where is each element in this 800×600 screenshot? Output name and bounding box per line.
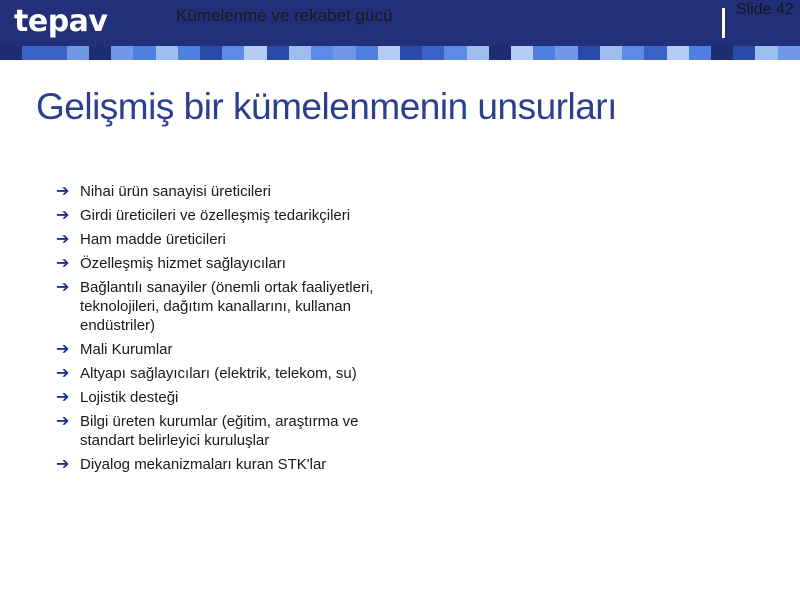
header-bar [0, 0, 800, 46]
bullet-item [56, 230, 386, 249]
stripe-segment [622, 46, 644, 60]
stripe-segment [600, 46, 622, 60]
stripe-segment [555, 46, 577, 60]
stripe-segment [356, 46, 378, 60]
arrow-right-icon: ➔ [56, 365, 70, 382]
bullet-item [56, 206, 386, 225]
stripe-segment [200, 46, 222, 60]
stripe-segment [711, 46, 733, 60]
arrow-right-icon: ➔ [56, 341, 70, 358]
bullet-text: Özelleşmiş hizmet sağlayıcıları [80, 255, 286, 272]
arrow-right-icon: ➔ [56, 456, 70, 473]
stripe-segment [222, 46, 244, 60]
bullet-item [56, 412, 386, 450]
stripe-segment [67, 46, 89, 60]
bullet-text: Lojistik desteği [80, 389, 179, 406]
bullet-text: Bilgi üreten kurumlar (eğitim, araştırma ve standart belirleyici kuruluşlar [80, 413, 359, 449]
stripe-segment [467, 46, 489, 60]
stripe-segment [778, 46, 800, 60]
bullet-item [56, 455, 386, 474]
arrow-right-icon: ➔ [56, 207, 70, 224]
bullet-item [56, 278, 386, 335]
stripe-segment [289, 46, 311, 60]
bullet-text: Ham madde üreticileri [80, 231, 226, 248]
stripe-segment [333, 46, 355, 60]
slide-number: Slide 42 [736, 1, 794, 18]
bullet-item [56, 182, 386, 201]
stripe-segment [156, 46, 178, 60]
bullet-text: Altyapı sağlayıcıları (elektrik, telekom, su) [80, 365, 357, 382]
stripe-segment [489, 46, 511, 60]
stripe-segment [89, 46, 111, 60]
stripe-segment [444, 46, 466, 60]
stripe-segment [689, 46, 711, 60]
arrow-right-icon: ➔ [56, 279, 70, 296]
arrow-right-icon: ➔ [56, 183, 70, 200]
stripe-segment [422, 46, 444, 60]
stripe-segment [133, 46, 155, 60]
bullet-text: Mali Kurumlar [80, 341, 173, 358]
stripe-segment [267, 46, 289, 60]
stripe-segment [44, 46, 66, 60]
header-title: Kümelenme ve rekabet gücü [176, 6, 393, 25]
stripe-segment [111, 46, 133, 60]
bullet-list [56, 182, 386, 479]
stripe-segment [533, 46, 555, 60]
bullet-item [56, 254, 386, 273]
bullet-text: Bağlantılı sanayiler (önemli ortak faaliyetleri, teknolojileri, dağıtım kanallarını, kullanan endüstriler) [80, 279, 374, 334]
header-separator [722, 8, 725, 38]
stripe-segment [733, 46, 755, 60]
arrow-right-icon: ➔ [56, 231, 70, 248]
arrow-right-icon: ➔ [56, 389, 70, 406]
stripe-segment [0, 46, 22, 60]
bullet-text: Diyalog mekanizmaları kuran STK'lar [80, 456, 327, 473]
arrow-right-icon: ➔ [56, 413, 70, 430]
bullet-item [56, 340, 386, 359]
stripe-segment [644, 46, 666, 60]
slide-title: Gelişmiş bir kümelenmenin unsurları [36, 86, 617, 127]
stripe-segment [755, 46, 777, 60]
bullet-item [56, 388, 386, 407]
stripe-segment [311, 46, 333, 60]
stripe-segment [378, 46, 400, 60]
bullet-item [56, 364, 386, 383]
tepav-logo: tepav [14, 4, 108, 39]
stripe-segment [400, 46, 422, 60]
bullet-text: Nihai ürün sanayisi üreticileri [80, 183, 271, 200]
bullet-text: Girdi üreticileri ve özelleşmiş tedarikçileri [80, 207, 351, 224]
arrow-right-icon: ➔ [56, 255, 70, 272]
stripe-segment [178, 46, 200, 60]
stripe-segment [244, 46, 266, 60]
stripe-segment [578, 46, 600, 60]
stripe-segment [511, 46, 533, 60]
stripe-segment [22, 46, 44, 60]
decorative-stripe [0, 46, 800, 60]
stripe-segment [667, 46, 689, 60]
